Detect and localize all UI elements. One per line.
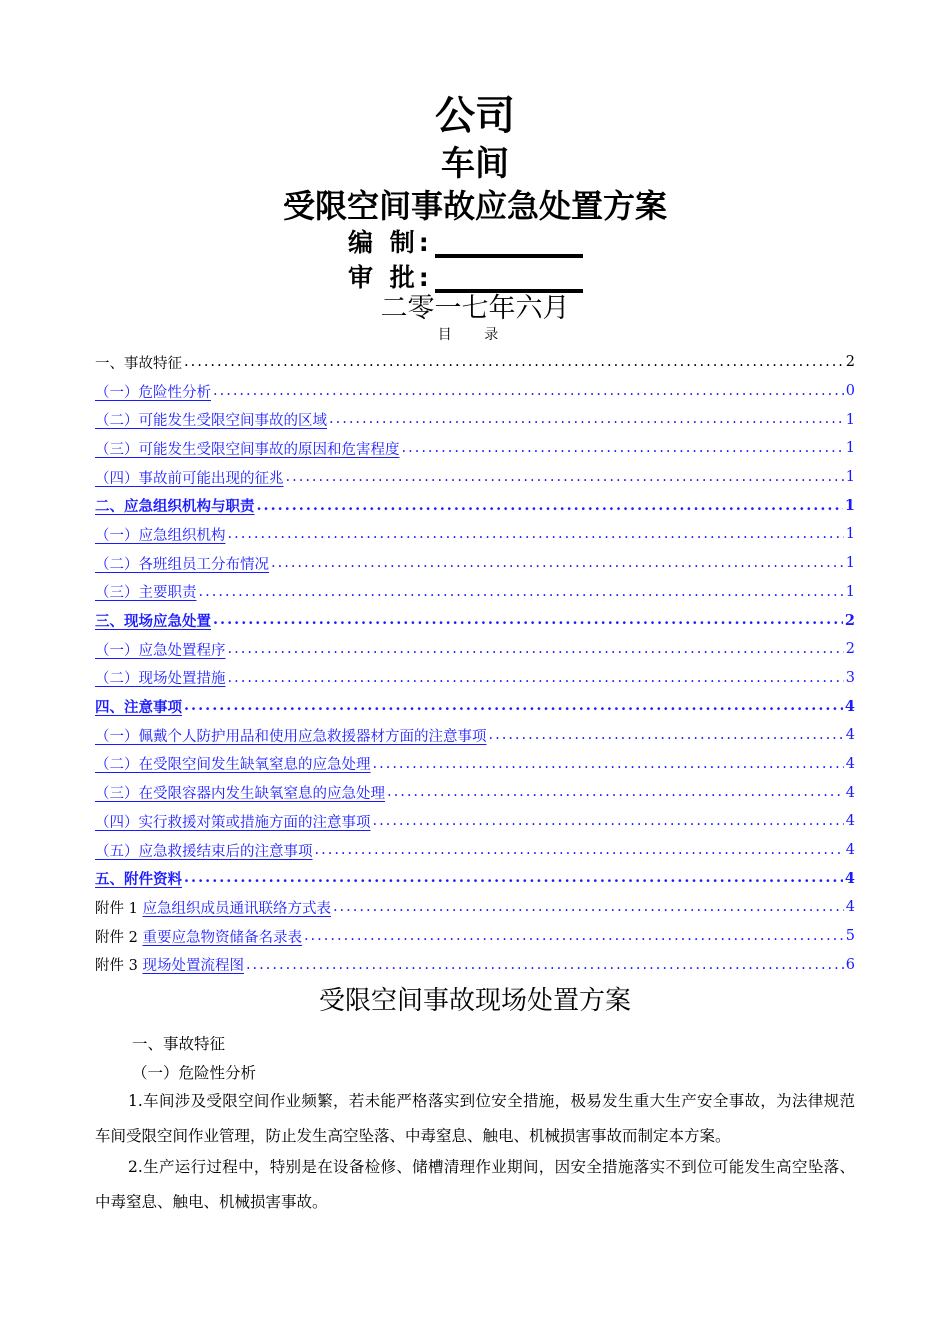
toc-entry-page: 1 <box>845 469 855 486</box>
toc-leader-dots <box>387 785 844 800</box>
compile-blank-line <box>435 228 583 258</box>
toc-entry-label: （三）可能发生受限空间事故的原因和危害程度 <box>95 441 400 458</box>
toc-entry-page: 1 <box>845 411 855 428</box>
table-of-contents <box>95 348 855 979</box>
toc-entry-page: 1 <box>845 440 855 457</box>
compile-label: 编 制: <box>348 228 433 257</box>
toc-entry[interactable] <box>95 778 855 807</box>
toc-entry-page: 4 <box>845 727 855 744</box>
toc-entry-label: 三、现场应急处置 <box>95 613 211 631</box>
toc-entry[interactable] <box>95 721 855 750</box>
toc-leader-dots <box>228 642 844 657</box>
toc-leader-dots <box>199 585 844 600</box>
compile-signature-row <box>348 224 583 258</box>
toc-leader-dots <box>286 470 844 485</box>
toc-entry-page: 1 <box>845 555 855 572</box>
toc-leader-dots <box>489 728 844 743</box>
toc-leader-dots <box>271 556 844 571</box>
toc-leader-dots <box>373 814 844 829</box>
body-paragraph: 2.生产运行过程中，特别是在设备检修、储槽清理作业期间，因安全措施落实不到位可能发生高空坠落、中毒窒息、触电、机械损害事故。 <box>95 1158 855 1211</box>
attachment-prefix: 附件 2 <box>95 929 138 946</box>
toc-leader-dots <box>228 527 844 542</box>
toc-attachment-entry[interactable] <box>95 922 855 951</box>
toc-entry-page: 4 <box>845 842 855 859</box>
body-paragraph: 1.车间涉及受限空间作业频繁，若未能严格落实到位安全措施，极易发生重大生产安全事故，为法律规范车间受限空间作业管理，防止发生高空坠落、中毒窒息、触电、机械损害事故而制定本方案。 <box>95 1092 855 1145</box>
toc-entry-label: （三）在受限容器内发生缺氧窒息的应急处理 <box>95 786 385 803</box>
toc-leader-dots <box>246 958 844 973</box>
toc-entry-label: （二）可能发生受限空间事故的区域 <box>95 413 327 430</box>
toc-entry[interactable] <box>95 864 855 893</box>
toc-leader-dots <box>184 871 843 886</box>
toc-entry[interactable] <box>95 606 855 635</box>
toc-entry-label: 二、应急组织机构与职责 <box>95 498 255 516</box>
toc-entry-label: （二）在受限空间发生缺氧窒息的应急处理 <box>95 757 371 774</box>
toc-leader-dots <box>213 613 843 628</box>
toc-entry-label: （四）事故前可能出现的征兆 <box>95 470 284 487</box>
attachment-prefix: 附件 3 <box>95 958 138 975</box>
toc-entry-label: （五）应急救援结束后的注意事项 <box>95 843 313 860</box>
toc-leader-dots <box>228 671 844 686</box>
toc-entry[interactable] <box>95 836 855 865</box>
toc-entry-page: 1 <box>844 497 855 515</box>
toc-entry-page: 4 <box>845 755 855 772</box>
toc-entry-page: 0 <box>845 383 855 400</box>
toc-entry-page: 4 <box>844 698 855 716</box>
approve-blank-line <box>435 263 583 293</box>
toc-entry[interactable] <box>95 664 855 693</box>
workshop-title: 车间 <box>441 144 509 184</box>
toc-leader-dots <box>184 355 844 370</box>
toc-entry-label: 一、事故特征 <box>95 355 182 372</box>
toc-attachment-label <box>95 897 331 918</box>
toc-leader-dots <box>304 929 844 944</box>
toc-entry-page: 2 <box>845 354 855 371</box>
attachment-prefix: 附件 1 <box>95 900 138 917</box>
toc-entry[interactable] <box>95 635 855 664</box>
toc-entry[interactable] <box>95 750 855 779</box>
toc-heading: 目 录 <box>437 327 513 343</box>
toc-entry-page: 1 <box>845 526 855 543</box>
toc-entry-page: 2 <box>845 641 855 658</box>
toc-entry[interactable] <box>95 377 855 406</box>
toc-entry-page: 6 <box>845 956 855 973</box>
toc-entry[interactable] <box>95 405 855 434</box>
toc-entry-label: （一）佩戴个人防护用品和使用应急救援器材方面的注意事项 <box>95 728 487 745</box>
toc-entry-label: （二）各班组员工分布情况 <box>95 556 269 573</box>
toc-entry-label: （三）主要职责 <box>95 585 197 602</box>
attachment-link[interactable]: 应急组织成员通讯联络方式表 <box>142 900 331 917</box>
toc-entry-page: 4 <box>845 784 855 801</box>
document-date: 二零一七年六月 <box>380 293 570 324</box>
toc-attachment-label <box>95 926 302 947</box>
attachment-link[interactable]: 重要应急物资储备名录表 <box>142 929 302 946</box>
subsection-heading: （一）危险性分析 <box>132 1064 257 1082</box>
toc-entry[interactable] <box>95 463 855 492</box>
toc-entry-page: 4 <box>844 870 855 888</box>
toc-entry-page: 4 <box>845 899 855 916</box>
toc-entry-label: （二）现场处置措施 <box>95 671 226 688</box>
toc-leader-dots <box>315 843 844 858</box>
body-title: 受限空间事故现场处置方案 <box>318 986 631 1016</box>
plan-title: 受限空间事故应急处置方案 <box>282 187 667 225</box>
toc-entry-page: 2 <box>844 612 855 630</box>
toc-entry[interactable] <box>95 549 855 578</box>
toc-entry-page: 1 <box>845 583 855 600</box>
section-heading: 一、事故特征 <box>132 1035 226 1053</box>
toc-entry[interactable] <box>95 434 855 463</box>
toc-entry[interactable] <box>95 520 855 549</box>
toc-entry-label: 四、注意事项 <box>95 699 182 717</box>
toc-leader-dots <box>373 757 844 772</box>
toc-entry-label: 五、附件资料 <box>95 871 182 889</box>
toc-entry-label: （四）实行救援对策或措施方面的注意事项 <box>95 814 371 831</box>
toc-entry[interactable] <box>95 578 855 607</box>
toc-attachment-entry[interactable] <box>95 893 855 922</box>
toc-leader-dots <box>184 699 843 714</box>
toc-entry-label: （一）应急组织机构 <box>95 527 226 544</box>
approve-label: 审 批: <box>348 263 433 292</box>
company-title: 公司 <box>435 93 515 139</box>
attachment-link[interactable]: 现场处置流程图 <box>142 958 244 975</box>
toc-entry-page: 4 <box>845 813 855 830</box>
approve-signature-row <box>348 259 583 293</box>
toc-entry-page: 3 <box>845 669 855 686</box>
toc-leader-dots <box>333 900 844 915</box>
toc-attachment-entry[interactable] <box>95 950 855 979</box>
toc-leader-dots <box>257 499 843 514</box>
toc-entry[interactable] <box>95 692 855 721</box>
toc-entry[interactable] <box>95 807 855 836</box>
toc-entry-label: （一）应急处置程序 <box>95 642 226 659</box>
toc-leader-dots <box>329 412 844 427</box>
toc-entry-label: （一）危险性分析 <box>95 384 211 401</box>
toc-leader-dots <box>402 441 844 456</box>
toc-attachment-label <box>95 954 244 975</box>
toc-entry-page: 5 <box>845 928 855 945</box>
toc-entry[interactable] <box>95 491 855 520</box>
toc-leader-dots <box>213 384 844 399</box>
toc-entry[interactable] <box>95 348 855 377</box>
